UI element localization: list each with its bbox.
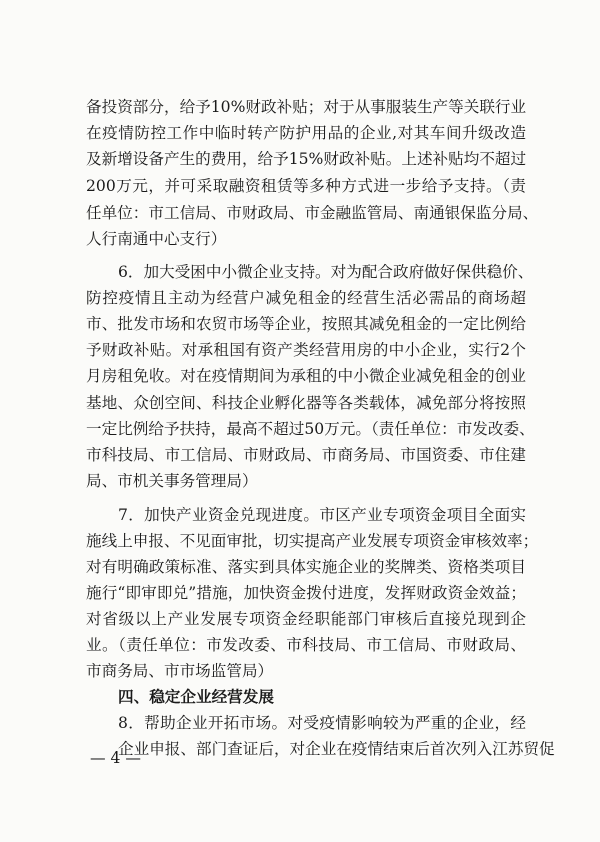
body-line: 月房租免收。对在疫情期间为承租的中小微企业减免租金的创业	[86, 367, 526, 385]
body-line: 备投资部分，给予10%财政补贴；对于从事服装生产等关联行业	[86, 98, 527, 116]
body-line: 施线上申报、不见面审批，切实提高产业发展专项资金审核效率；	[86, 532, 539, 550]
body-line: 市、批发市场和农贸市场等企业，按照其减免租金的一定比例给	[86, 315, 526, 333]
body-line: 人行南通中心支行）	[86, 230, 227, 248]
body-line: 在疫情防控工作中临时转产防护用品的企业,对其车间升级改造	[86, 124, 526, 142]
body-line: 市商务局、市市场监管局）	[86, 662, 274, 680]
body-line: 市科技局、市工信局、市财政局、市商务局、市国资委、市住建	[86, 446, 526, 464]
body-line: 企业申报、部门查证后，对企业在疫情结束后首次列入江苏贸促	[118, 740, 555, 758]
body-line: 局、市机关事务管理局）	[86, 472, 258, 490]
body-line: 及新增设备产生的费用，给予15%财政补贴。上述补贴均不超过	[86, 150, 527, 168]
body-line: 200万元，并可采取融资租赁等多种方式进一步给予支持。（责	[86, 177, 526, 195]
paragraph-8-start: 8．帮助企业开拓市场。对受疫情影响较为严重的企业，经	[118, 714, 526, 732]
body-line: 基地、众创空间、科技企业孵化器等各类载体，减免部分将按照	[86, 394, 526, 412]
paragraph-6-start: 6．加大受困中小微企业支持。对为配合政府做好保供稳价、	[118, 263, 534, 281]
body-line: 施行“即审即兑”措施，加快资金拨付进度，发挥财政资金效益；	[86, 584, 526, 602]
page-number: — 4 —	[90, 749, 142, 767]
body-line: 任单位：市工信局、市财政局、市金融监管局、南通银保监分局、	[86, 204, 539, 222]
body-line: 对省级以上产业发展专项资金经职能部门审核后直接兑现到企	[86, 610, 526, 628]
body-line: 予财政补贴。对承租国有资产类经营用房的中小企业，实行2个	[86, 341, 526, 359]
body-line: 对有明确政策标准、落实到具体实施企业的奖牌类、资格类项目	[86, 558, 526, 576]
body-line: 业。（责任单位：市发改委、市科技局、市工信局、市财政局、	[86, 636, 526, 654]
paragraph-7-start: 7．加快产业资金兑现进度。市区产业专项资金项目全面实	[118, 506, 526, 524]
body-line: 防控疫情且主动为经营户减免租金的经营生活必需品的商场超	[86, 289, 526, 307]
body-line: 一定比例给予扶持，最高不超过50万元。（责任单位：市发改委、	[86, 420, 535, 438]
section-heading: 四、稳定企业经营发展	[118, 688, 274, 706]
